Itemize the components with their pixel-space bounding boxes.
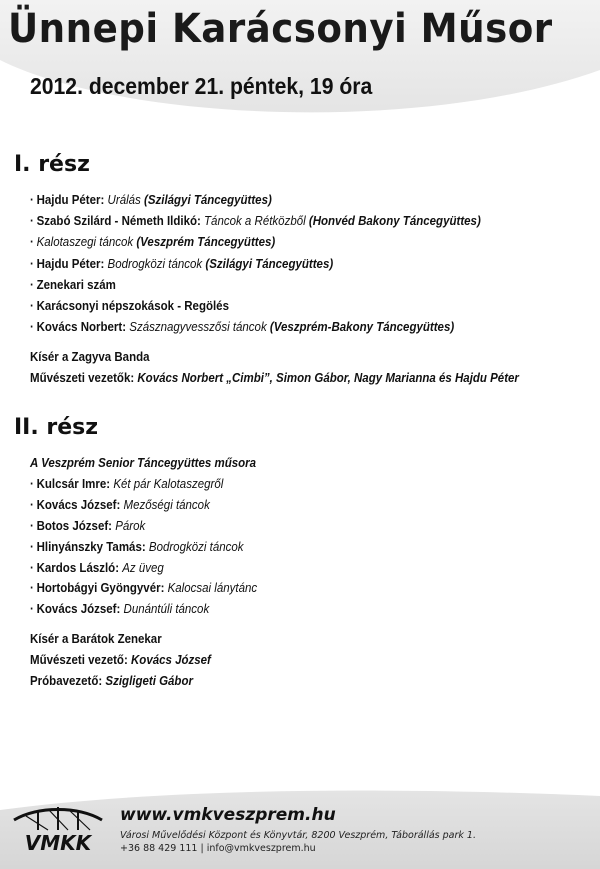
list-item: · Karácsonyi népszokások - Regölés — [30, 299, 229, 313]
address-text: Városi Művelődési Központ és Könyvtár, 8200 Veszprém, Táborállás park 1. — [120, 830, 476, 841]
list-item: · Kalotaszegi táncok (Veszprém Táncegyüttes) — [30, 235, 276, 249]
list-item: · Hlinyánszky Tamás: Bodrogközi táncok — [30, 540, 244, 554]
list-item: · Kovács József: Mezőségi táncok — [30, 498, 210, 512]
contact-text: +36 88 429 111 | info@vmkveszprem.hu — [120, 843, 316, 854]
part1-directors: Művészeti vezetők: Kovács Norbert „Cimbi”, Simon Gábor, Nagy Marianna és Hajdu Péter — [30, 371, 519, 385]
vmkk-logo — [8, 800, 108, 856]
list-item: · Hajdu Péter: Urálás (Szilágyi Táncegyüttes) — [30, 193, 272, 207]
list-item: · Hortobágyi Gyöngyvér: Kalocsai lánytánc — [30, 581, 258, 595]
list-item: · Hajdu Péter: Bodrogközi táncok (Szilágyi Táncegyüttes) — [30, 257, 334, 271]
part2-accompany: Kísér a Barátok Zenekar — [30, 632, 162, 646]
event-date: 2012. december 21. péntek, 19 óra — [30, 73, 373, 99]
part2-heading: II. rész — [14, 415, 99, 440]
page-title: Ünnepi Karácsonyi Műsor — [8, 6, 553, 52]
part2-director: Művészeti vezető: Kovács József — [30, 653, 211, 667]
list-item: · Botos József: Párok — [30, 519, 146, 533]
logo-text: VMKK — [24, 831, 92, 855]
part2-intro: A Veszprém Senior Táncegyüttes műsora — [30, 456, 257, 470]
part1-accompany: Kísér a Zagyva Banda — [30, 350, 150, 364]
list-item: · Zenekari szám — [30, 278, 116, 292]
list-item: · Szabó Szilárd - Németh Ildikó: Táncok a Rétközből (Honvéd Bakony Táncegyüttes) — [30, 214, 481, 228]
part1-heading: I. rész — [14, 152, 90, 177]
list-item: · Kulcsár Imre: Két pár Kalotaszegről — [30, 477, 224, 491]
list-item: · Kovács József: Dunántúli táncok — [30, 602, 210, 616]
list-item: · Kovács Norbert: Szásznagyvesszősi táncok (Veszprém-Bakony Táncegyüttes) — [30, 320, 455, 334]
list-item: · Kardos László: Az üveg — [30, 561, 164, 575]
website-link[interactable]: www.vmkveszprem.hu — [120, 805, 336, 825]
part2-rehearsal: Próbavezető: Szigligeti Gábor — [30, 674, 193, 688]
